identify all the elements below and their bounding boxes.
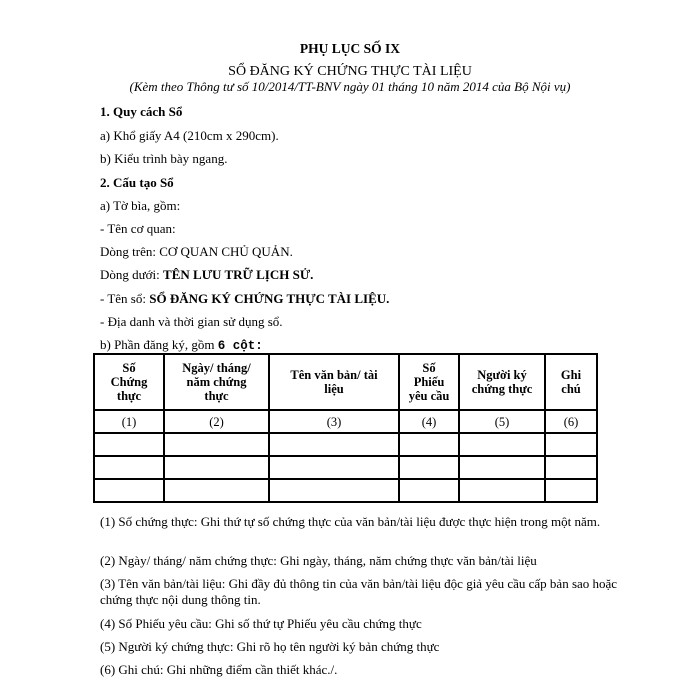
book-name-value: SỔ ĐĂNG KÝ CHỨNG THỰC TÀI LIỆU. <box>149 291 390 306</box>
table-cell <box>459 433 545 456</box>
table-cell: (6) <box>545 410 597 433</box>
note-5: (5) Người ký chứng thực: Ghi rõ họ tên người ký bản chứng thực <box>100 639 440 654</box>
table-cell <box>94 479 164 502</box>
book-name-prefix: - Tên sổ: <box>100 291 150 306</box>
table-cell <box>269 479 399 502</box>
note-4: (4) Số Phiếu yêu cầu: Ghi số thứ tự Phiếu yêu cầu chứng thực <box>100 616 422 631</box>
top-line <box>100 244 293 260</box>
section2-heading: 2. Cấu tạo Sổ <box>100 175 174 190</box>
table-cell <box>459 456 545 479</box>
table-cell <box>399 433 459 456</box>
table-row <box>94 479 597 502</box>
document-subtitle: (Kèm theo Thông tư số 10/2014/TT-BNV ngày 01 tháng 10 năm 2014 của Bộ Nội vụ) <box>129 79 571 94</box>
table-cell <box>94 433 164 456</box>
header-col-2: Ngày/ tháng/ năm chứng thực <box>164 354 269 410</box>
note-1: (1) Số chứng thực: Ghi thứ tự số chứng thực của văn bản/tài liệu được thực hiện trong một năm. <box>100 514 601 529</box>
header-col-5: Người ký chứng thực <box>459 354 545 410</box>
top-line-value: CƠ QUAN CHỦ QUẢN. <box>159 244 293 259</box>
table-row <box>94 456 597 479</box>
table-cell <box>399 479 459 502</box>
table-row <box>94 433 597 456</box>
table-header-row <box>94 354 597 410</box>
header-col-3: Tên văn bản/ tài liệu <box>269 354 399 410</box>
item-b-columns: 6 cột: <box>217 339 263 353</box>
table-cell: (5) <box>459 410 545 433</box>
top-line-prefix: Dòng trên: <box>100 244 160 259</box>
table-number-row <box>94 410 597 433</box>
table-cell: (1) <box>94 410 164 433</box>
place-time-line: - Địa danh và thời gian sử dụng sổ. <box>100 314 283 329</box>
section2-item-b <box>100 337 263 353</box>
table-cell <box>269 456 399 479</box>
table-cell <box>269 433 399 456</box>
bottom-line-value: TÊN LƯU TRỮ LỊCH SỬ. <box>163 267 314 282</box>
note-3: (3) Tên văn bản/tài liệu: Ghi đầy đủ thông tin của văn bản/tài liệu độc giả yêu cầu cấp bản sao hoặc chứng thực nội dung thông tin. <box>100 576 618 607</box>
agency-label: - Tên cơ quan: <box>100 221 176 236</box>
note-2: (2) Ngày/ tháng/ năm chứng thực: Ghi ngày, tháng, năm chứng thực văn bản/tài liệu <box>100 553 537 568</box>
note-6: (6) Ghi chú: Ghi những điểm cần thiết khác./. <box>100 662 338 677</box>
header-col-1: Số Chứng thực <box>94 354 164 410</box>
table-cell <box>545 456 597 479</box>
bottom-line <box>100 267 313 283</box>
appendix-title: PHỤ LỤC SỐ IX <box>299 41 401 56</box>
item-b-prefix: b) Phần đăng ký, gồm <box>100 337 218 352</box>
section2-item-a: a) Tờ bìa, gồm: <box>100 198 181 213</box>
header-col-4: Số Phiếu yêu cầu <box>399 354 459 410</box>
table-cell <box>399 456 459 479</box>
book-name-line <box>100 291 389 307</box>
registration-table <box>93 353 598 503</box>
table-cell <box>164 433 269 456</box>
table-cell <box>545 479 597 502</box>
table-cell <box>164 479 269 502</box>
table-cell: (4) <box>399 410 459 433</box>
bottom-line-prefix: Dòng dưới: <box>100 267 164 282</box>
section1-heading: 1. Quy cách Sổ <box>100 104 183 119</box>
table-cell: (3) <box>269 410 399 433</box>
table-cell <box>545 433 597 456</box>
table-cell <box>94 456 164 479</box>
section1-item-b: b) Kiểu trình bày ngang. <box>100 151 228 166</box>
document-title: SỔ ĐĂNG KÝ CHỨNG THỰC TÀI LIỆU <box>228 64 472 79</box>
section1-item-a: a) Khổ giấy A4 (210cm x 290cm). <box>100 128 279 143</box>
table-cell: (2) <box>164 410 269 433</box>
table-cell <box>459 479 545 502</box>
table-cell <box>164 456 269 479</box>
header-col-6: Ghi chú <box>545 354 597 410</box>
